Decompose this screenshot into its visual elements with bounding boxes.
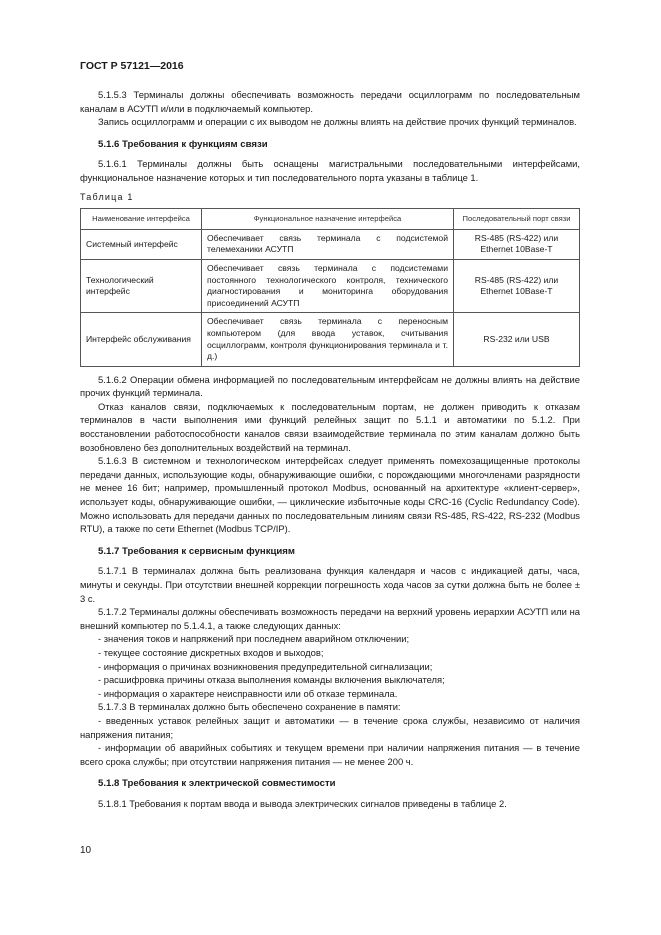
paragraph-osc-record: Запись осциллограмм и операции с их выводом не должны влиять на действие прочих функций терминалов.	[98, 116, 577, 128]
paragraph-channel-failure: Отказ каналов связи, подключаемых к последовательным портам, не должен приводить к отказам терминалов в части выполнения ими функций релейных защит по 5.1.1 и автоматики по 5.1.2. При восстановлении работоспособности каналов связи взаимодействие терминала по этим каналам должно быть возобновлено без дополнительных воздействий на терминал.	[80, 400, 580, 453]
list-item: - значения токов и напряжений при последнем аварийном отключении;	[98, 633, 410, 645]
table-cell: RS-485 (RS-422) или Ethernet 10Base-T	[454, 259, 580, 312]
list-item: - введенных уставок релейных защит и автоматики — в течение срока службы, независимо от наличия напряжения питания;	[80, 714, 580, 740]
table-header-cell: Наименование интерфейса	[81, 209, 202, 230]
page-number: 10	[80, 845, 92, 856]
paragraph-5-1-8-1: 5.1.8.1 Требования к портам ввода и вывода электрических сигналов приведены в таблице 2.	[98, 797, 507, 809]
table-cell: Интерфейс обслуживания	[81, 313, 202, 366]
paragraph-5-1-5-3: 5.1.5.3 Терминалы должны обеспечивать возможность передачи осциллограмм по последовательным каналам в АСУТП и/или в подключаемый компьютер.	[80, 89, 580, 114]
heading-5-1-6: 5.1.6 Требования к функциям связи	[98, 138, 268, 150]
list-item: - информация о характере неисправности или об отказе терминала.	[98, 687, 398, 699]
list-item: - информации об аварийных событиях и текущем времени при наличии напряжения питания — в течение всего срока службы; при отсутствии напряжения питания — не менее 200 ч.	[80, 742, 580, 767]
paragraph-5-1-7-2: 5.1.7.2 Терминалы должны обеспечивать возможность передачи на верхний уровень иерархии АСУТП или на внешний компьютер по 5.1.4.1, а также следующих данных:	[80, 606, 580, 631]
table-cell: Обеспечивает связь терминала с подсистемой телемеханики АСУТП	[202, 229, 454, 259]
table-header-cell: Последовательный порт связи	[454, 209, 580, 230]
table-cell: Обеспечивает связь терминала с подсистемами постоянного технологического контроля, технического диагностирования и мониторинга оборудования присоединений АСУТП	[202, 259, 454, 312]
table-header-cell: Функциональное назначение интерфейса	[202, 209, 454, 230]
interfaces-table	[80, 208, 580, 367]
table-cell: Технологический интерфейс	[81, 259, 202, 312]
list-item: - расшифровка причины отказа выполнения команды включения выключателя;	[98, 674, 445, 686]
main-content	[80, 88, 580, 811]
table-row	[81, 313, 580, 366]
list-item: - информация о причинах возникновения предупредительной сигнализации;	[98, 660, 433, 672]
paragraph-5-1-7-1: 5.1.7.1 В терминалах должна быть реализована функция календаря и часов с индикацией даты, часа, минуты и секунды. При отсутствии внешней коррекции погрешность хода часов за сутки должна быть не более ± 3 с.	[80, 565, 580, 604]
paragraph-5-1-6-3: 5.1.6.3 В системном и технологическом интерфейсах следует применять помехозащищенные протоколы передачи данных, использующие коды, обнаруживающие ошибки, с порождающими многочленами разрядности не менее 16 бит; например, промышленный протокол Modbus, основанный на архитектуре «клиент-сервер», использует коды, обнаруживающие ошибки, — циклические избыточные коды CRC-16 (Cyclic Redundancy Code). Можно использовать для передачи данных по последовательным линиям связи RS-485, RS-422, RS-232 (Modbus RTU), а также по сети Ethernet (Modbus TCP/IP).	[80, 455, 580, 535]
table-cell: RS-485 (RS-422) или Ethernet 10Base-T	[454, 229, 580, 259]
heading-5-1-7: 5.1.7 Требования к сервисным функциям	[98, 545, 295, 557]
paragraph-5-1-6-1: 5.1.6.1 Терминалы должны быть оснащены магистральными последовательными интерфейсами, функциональное назначение которых и тип последовательного порта указаны в таблице 1.	[80, 158, 580, 183]
table-caption: Таблица 1	[80, 191, 134, 202]
paragraph-5-1-7-3: 5.1.7.3 В терминалах должно быть обеспечено сохранение в памяти:	[98, 701, 401, 713]
heading-5-1-8: 5.1.8 Требования к электрической совместимости	[98, 778, 336, 790]
list-item: - текущее состояние дискретных входов и выходов;	[98, 646, 324, 658]
table-cell: Системный интерфейс	[81, 229, 202, 259]
paragraph-5-1-6-2: 5.1.6.2 Операции обмена информацией по последовательным интерфейсам не должны влиять на действие прочих функций терминала.	[80, 373, 580, 399]
doc-code: ГОСТ Р 57121—2016	[80, 60, 184, 72]
table-cell: RS-232 или USB	[454, 313, 580, 366]
table-row	[81, 259, 580, 312]
table-row	[81, 229, 580, 259]
table-cell: Обеспечивает связь терминала с переносным компьютером (для ввода уставок, считывания осциллограмм, контроля функционирования терминала и т. д.)	[202, 313, 454, 366]
table-header-row	[81, 209, 580, 230]
